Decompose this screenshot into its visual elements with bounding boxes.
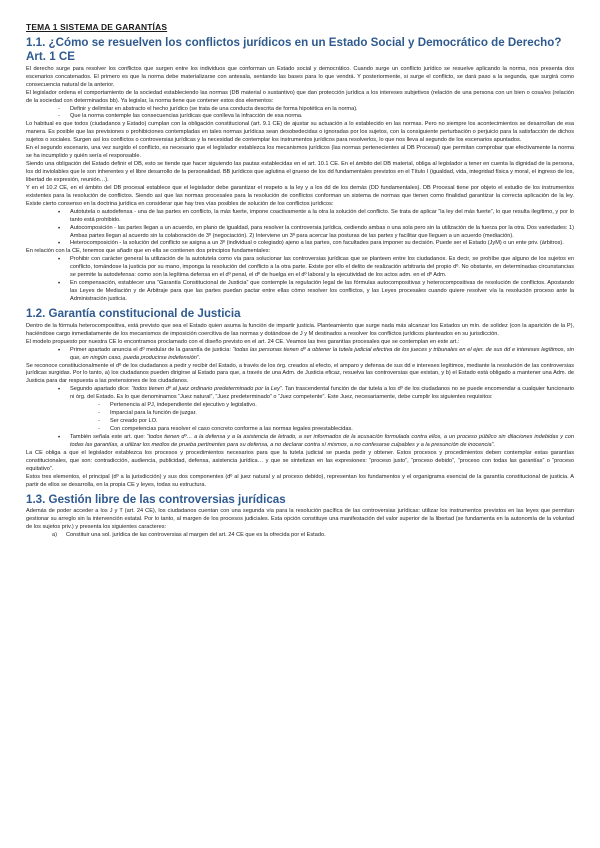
list-item-rest: Tan trascendental función de dar tutela a los dº de los ciudadanos no se puede encomendar a cualquier funcionario ni órg. del Estado. Es lo que denominamos “Juez natural”, “Juez predeterminado” o “Juez competente”. Este Juez, necesariamente, debe cumplir los siguientes requisitos:: [70, 386, 574, 401]
bullet-list: [26, 386, 574, 402]
list-item: • Heterocomposición - la solución del conflicto se asigna a un 3º (individual o colegiado) ajeno a las partes, con facultades para imponer su decisión. Puede ser el Estado (JyM) o un ente priv. (árbitros).: [26, 240, 574, 248]
list-item: • Autocomposición - las partes llegan a un acuerdo, en plano de igualdad, para resolver la controversia jurídica, cediendo ambas o una sola pero sin la utilización de la fuerza por la otra. Dos variedades: 1) Ambas partes llegan al acuerdo sin la colaboración de 3º (negociación). 2) Interviene un 3º para acercar las posturas de las partes y facilitar que lleguen a un acuerdo (mediación).: [26, 225, 574, 241]
quote: “todos tienen dº al juez ordinario predeterminado por la Ley”.: [131, 386, 284, 393]
paragraph: Estos tres elementos, el principal (dº a la jurisdicción) y sus dos componentes (dº al juez natural y al proceso debido), representan los fundamentos y el organigrama esencial de la garantía constitucional de justicia. A partir de ellos se desarrolla, en la propia CE y leyes, todas su estructura.: [26, 473, 574, 488]
list-item: - Definir y delimitar en abstracto el hecho jurídico (se trata de una conducta descrita de forma hipotética en la norma).: [26, 106, 574, 114]
paragraph: Siendo una obligación del Estado definir el DB, esto se tiende que hacer siguiendo las pautas establecidas en el art. 10.1 CE. En el ámbito del DB material, obliga al legislador a tener en cuenta la dignidad de la persona, los dd inviolables que le son inherentes y el libre desarrollo de la personalidad. BB jurídicos que aglutina el grueso de los dd fundamentales previstos en el Título I (igualdad, vida, integridad física y moral, el ingreso de los, libertad de expresión, reunión…).: [26, 161, 574, 183]
topic-title: TEMA 1 SISTEMA DE GARANTÍAS: [26, 22, 168, 32]
paragraph: El modelo propuesto por nuestra CE lo encontramos proclamado con el diseño previsto en el art. 24 CE. Veamos las tres garantías procesales que se contemplan en este art.:: [26, 338, 460, 345]
paragraph: El legislador ordena el comportamiento de la sociedad estableciendo las normas (DB material o sustantivo) que dan protección jurídica a los intereses subjetivos (relación de una persona con un bien o cosa/es (relación de la sociedad con determinados bb). Ya legislar, la norma tiene que contener estos dos elementos:: [26, 89, 574, 104]
quote: “todos tienen dº… a la defensa y a la asistencia de letrado, a ser informados de la acusación formulada contra ellos, a un proceso público sin dilaciones indebidas y con todas las garantías, a utilizar los medios de prueba pertinentes para su defensa, a no declarar contra sí mismos, a no confesarse culpables y a la presunción de inocencia”.: [70, 433, 574, 448]
section-heading-1-1: 1.1. ¿Cómo se resuelven los conflictos jurídicos en un Estado Social y Democrático de Derecho? Art. 1 CE: [26, 36, 562, 63]
list-item: [26, 532, 574, 540]
list-item: - Imparcial para la función de juzgar.: [26, 410, 574, 418]
paragraph: Dentro de la fórmula heterocompositiva, está previsto que sea el Estado quien asuma la función de impartir justicia. Planteamiento que surge nada más alcanzar los Estados un mín. de solidez (con la aparición de la P), haciéndose cargo inmediatamente de los mecanismos de imposición coercitiva de las normas y dotándose de J y M destinados a resolver los conflictos jurídicos planteados en su jurisdicción.: [26, 322, 574, 337]
list-item-text: Constituir una sol. jurídica de las controversias al margen del art. 24 CE que es la ofrecida por el Estado.: [66, 532, 326, 539]
paragraph: Se reconoce constitucionalmente el dº de los ciudadanos a pedir y recibir del Estado, a través de los órg. creados al efecto, el amparo y defensa de sus dd e intereses legítimos, mediante la resolución de las controversias jurídicas surgidas. Por lo tanto, a) los ciudadanos pueden dirigirse al Estado para que, a través de una Adm. de Justicia eficaz, resuelva las controversias que existan, y b) el Estado está obligado a mantener una Adm. de Justicia para dar respuesta a las pretensiones de los ciudadanos.: [26, 362, 574, 385]
list-item-lead: Primer apartado anuncia el dº medular de la garantía de justicia:: [70, 346, 233, 353]
paragraph: La CE obliga a que el legislador establezca los procesos y procedimientos necesarios para que la tutela judicial se pueda pedir y obtener. Estos procesos y procedimientos deben contemplar estas garantías constitucionales, que son: contradicción, audiencia, publicidad, defensa, asistencia jurídica… y que se sintetizan en las expresiones: “proceso justo”, “proceso debido”, “proceso con todas las garantías” o “proceso equitativo”.: [26, 449, 574, 472]
paragraph: El derecho surge para resolver los conflictos que surgen entre los individuos que conforman un Estado social y democrático. Cuando surge un conflicto jurídico se resuelve aplicando la norma, nos presenta dos escenarios concatenados. El primero es que la norma debe materializarse con antesala, sentando las bases para lo que vendrá. Y posteriormente, si surge el conflicto, se dará paso a la segunda, que surgirá como consecuencia natural de la anterior.: [26, 65, 574, 88]
list-item: - Que la norma contemple las consecuencias jurídicas que conlleva la infracción de esa norma.: [26, 113, 574, 121]
section-heading-1-2: 1.2. Garantía constitucional de Justicia: [26, 306, 241, 320]
list-item: - Pertenencia al PJ, independiente del ejecutivo y legislativo.: [26, 402, 574, 410]
list-item-lead: Segundo apartado dice:: [70, 386, 132, 393]
list-marker: a): [52, 532, 57, 539]
paragraph: En el segundo escenario, una vez surgido el conflicto, es necesario que el legislador establezca los mecanismos jurídicos (las normas pertenecientes al DB Procesal) que permitan comprobar que efectivamente la norma se ha incumplido y quién sería el responsable.: [26, 145, 574, 160]
list-item: - Ser creado por LO.: [26, 418, 574, 426]
bullet-list: [26, 256, 574, 304]
bullet-list: [26, 434, 574, 450]
bullet-list: [26, 209, 574, 249]
list-item: - Con competencias para resolver el caso concreto conforme a las normas legales preestablecidas.: [26, 426, 574, 434]
quote: “todas las personas tienen dº a obtener la tutela judicial efectiva de los jueces y tribunales en el ejer. de sus dd e intereses legítimos, sin que, en ningún caso, pueda producirse indefensión”.: [70, 346, 575, 361]
paragraph: En relación con la CE, tenemos que añadir que en ella se contienen dos principios fundamentales:: [26, 248, 271, 255]
paragraph: Además de poder acceder a los J y T (art. 24 CE), los ciudadanos cuentan con una segunda vía para la resolución pacífica de las controversias jurídicas: utilizar los instrumentos previstos en las leyes que permitan gestionar su arreglo sin la intervención estatal. Por lo tanto, al margen de los procesos judiciales. Esta opción constituye una manifestación del valor superior de la libertad (se fundamenta en la autonomía de la voluntad de los sujetos priv.) y presenta los siguientes caracteres:: [26, 508, 574, 531]
section-heading-1-3: 1.3. Gestión libre de las controversias jurídicas: [26, 492, 286, 506]
dash-list: [26, 106, 574, 122]
list-item: [26, 347, 574, 363]
list-item-lead: También señala este art. que:: [70, 433, 147, 440]
list-item: [26, 386, 574, 402]
list-item: • En compensación, establecer una “Garantía Constitucional de Justicia” que contemple la regulación legal de las fórmulas autocompositivas y heterocompositivas de resolución de conflictos. Apostando las Leyes de Mediación y de Arbitraje para que las partes puedan pactar entre ellas cómo resolver los conflictos, y las Leyes procesales cuando quiere resolver vía la resolución proceso ante la Administración justicia.: [26, 280, 574, 304]
alpha-list: [26, 532, 574, 540]
paragraph: Lo habitual es que todos (ciudadanos y Estado) cumplan con la obligación constitucional (art. 9.1 CE) de ajustar su actuación a lo establecido en las normas. Pero no siempre los acontecimientos se desarrollan de esa manera. Es posible que las previsiones o prohibiciones contempladas en tales normas jurídicas sean desobedecidas o ignoradas por los sujetos, con la consiguiente perturbación o perjuicio para la satisfacción de dichos sujetos o sociales. Surgen así los conflictos o controversias jurídicas y la necesidad de contemplar los instrumentos jurídicos para resolverlos, lo que nos lleva al segundo de los escenarios apuntados.: [26, 121, 574, 144]
sub-dash-list: [26, 402, 574, 434]
bullet-list: [26, 347, 574, 363]
list-item: • Prohibir con carácter general la utilización de la autotutela como vía para solucionar las controversias jurídicas que se planteen entre los ciudadanos. Es decir, se prohíbe que alguno de los sujetos en conflicto, tomándose la justicia por su mano, imponga la resolución del conflicto a la otra parte. Existe por ello el delito de realización arbitraria del propio dº. No obstante, en determinadas circunstancias se permite la autodefensa: como son la legítima defensa en el dº penal, el dº de huelga en el dº laboral y la ejecutividad de los actos adm. en el dº Adm.: [26, 256, 574, 280]
list-item: • Autotutela o autodefensa - una de las partes en conflicto, la más fuerte, impone coactivamente a la otra la solución del conflicto. Se trata de aplicar “la ley del más fuerte”, lo que resulta ilegítimo, y por lo tanto está prohibido.: [26, 209, 574, 225]
list-item: [26, 434, 574, 450]
paragraph: Y en el 10.2 CE, en el ámbito del DB procesal establece que el legislador debe garantizar el respeto a la ley y a los dd de los demás (DD fundamentales). DB Procesal tiene por objeto el estudio de los instrumentos existentes para la resolución de conflictos. Siendo así que las normas procesales para la resolución de conflictos conforman un sistema de normas que tienen como finalidad garantizar la correcta aplicación de la ley. Existe cierto consenso en la doctrina jurídica en considerar que hay tres vías posibles de solución de los conflictos jurídicos:: [26, 184, 574, 207]
